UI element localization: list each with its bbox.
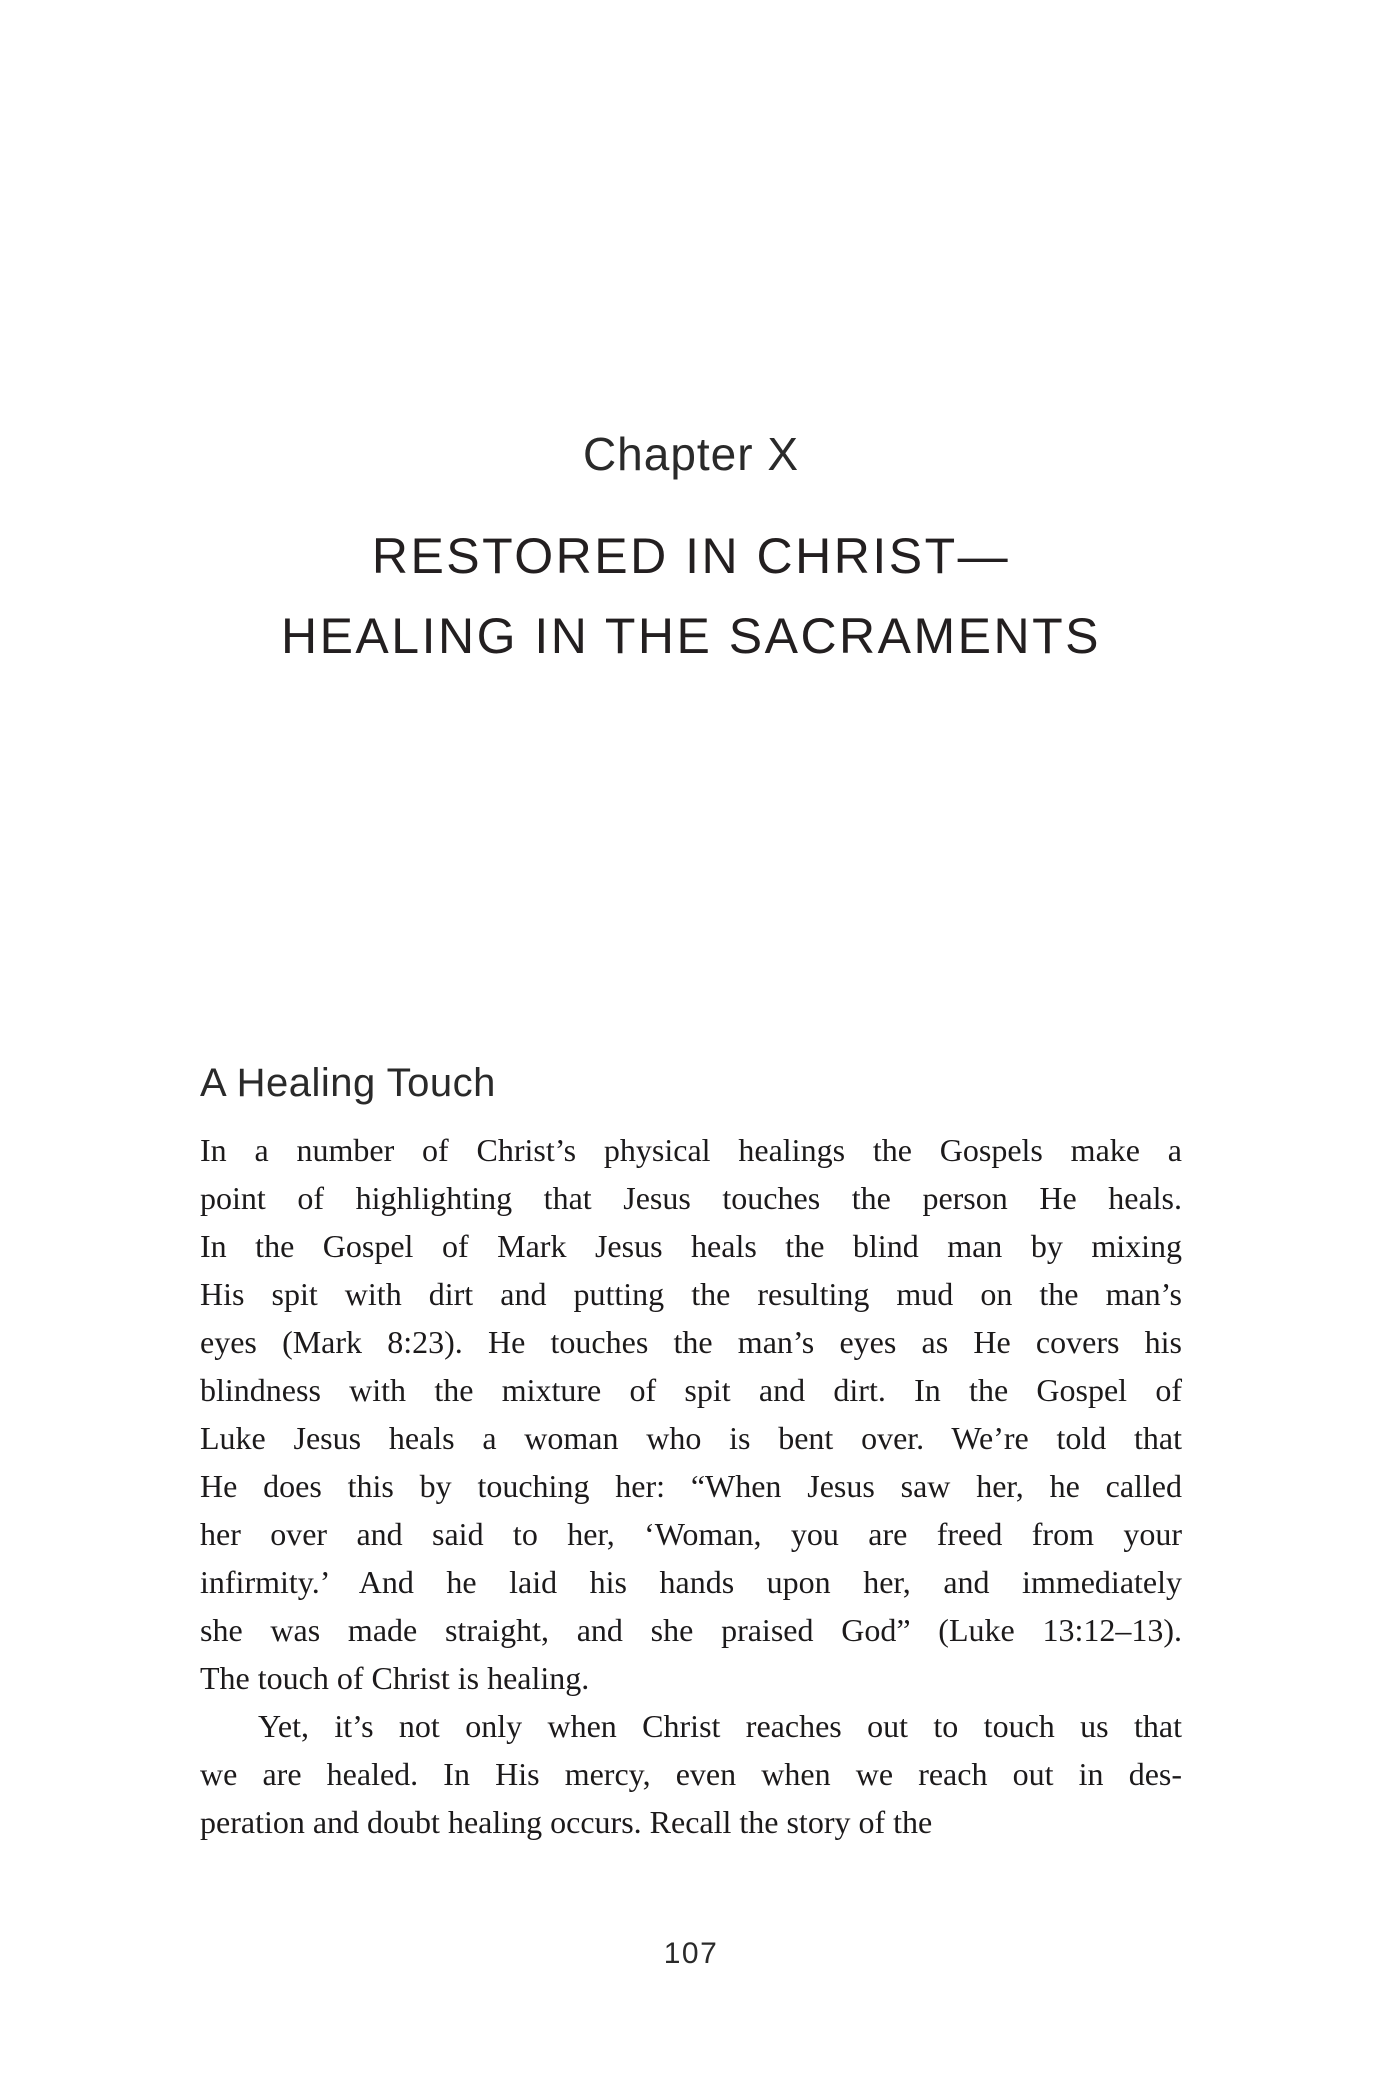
body-paragraph-2 bbox=[200, 1702, 1182, 1846]
body-line: Yet, it’s not only when Christ reaches out to touch us that bbox=[258, 1708, 1182, 1744]
body-line: eyes (Mark 8:23). He touches the man’s eyes as He covers his bbox=[200, 1324, 1182, 1360]
body-line: she was made straight, and she praised God” (Luke 13:12–13). bbox=[200, 1612, 1182, 1648]
body-line: blindness with the mixture of spit and dirt. In the Gospel of bbox=[200, 1372, 1182, 1408]
chapter-title-line-1: RESTORED IN CHRIST— bbox=[371, 528, 1011, 584]
body-line: In the Gospel of Mark Jesus heals the blind man by mixing bbox=[200, 1228, 1182, 1264]
body-line: peration and doubt healing occurs. Recall the story of the bbox=[200, 1804, 933, 1840]
body-line: Luke Jesus heals a woman who is bent over. We’re told that bbox=[200, 1420, 1182, 1456]
body-text bbox=[200, 1126, 1182, 1846]
chapter-label: Chapter X bbox=[582, 428, 800, 480]
body-line: The touch of Christ is healing. bbox=[200, 1660, 590, 1696]
body-line: her over and said to her, ‘Woman, you are freed from your bbox=[200, 1516, 1182, 1552]
body-line: In a number of Christ’s physical healings the Gospels make a bbox=[200, 1132, 1182, 1168]
section-heading: A Healing Touch bbox=[200, 1061, 496, 1105]
body-line: His spit with dirt and putting the resulting mud on the man’s bbox=[200, 1276, 1182, 1312]
body-line: infirmity.’ And he laid his hands upon her, and immediately bbox=[200, 1564, 1182, 1600]
body-line: He does this by touching her: “When Jesus saw her, he called bbox=[200, 1468, 1182, 1504]
body-line: point of highlighting that Jesus touches the person He heals. bbox=[200, 1180, 1182, 1216]
page-number: 107 bbox=[663, 1937, 719, 1970]
body-line: we are healed. In His mercy, even when we reach out in des- bbox=[200, 1756, 1182, 1792]
chapter-title bbox=[0, 516, 1382, 676]
body-paragraph-1 bbox=[200, 1126, 1182, 1702]
chapter-title-line-2: HEALING IN THE SACRAMENTS bbox=[280, 608, 1102, 664]
